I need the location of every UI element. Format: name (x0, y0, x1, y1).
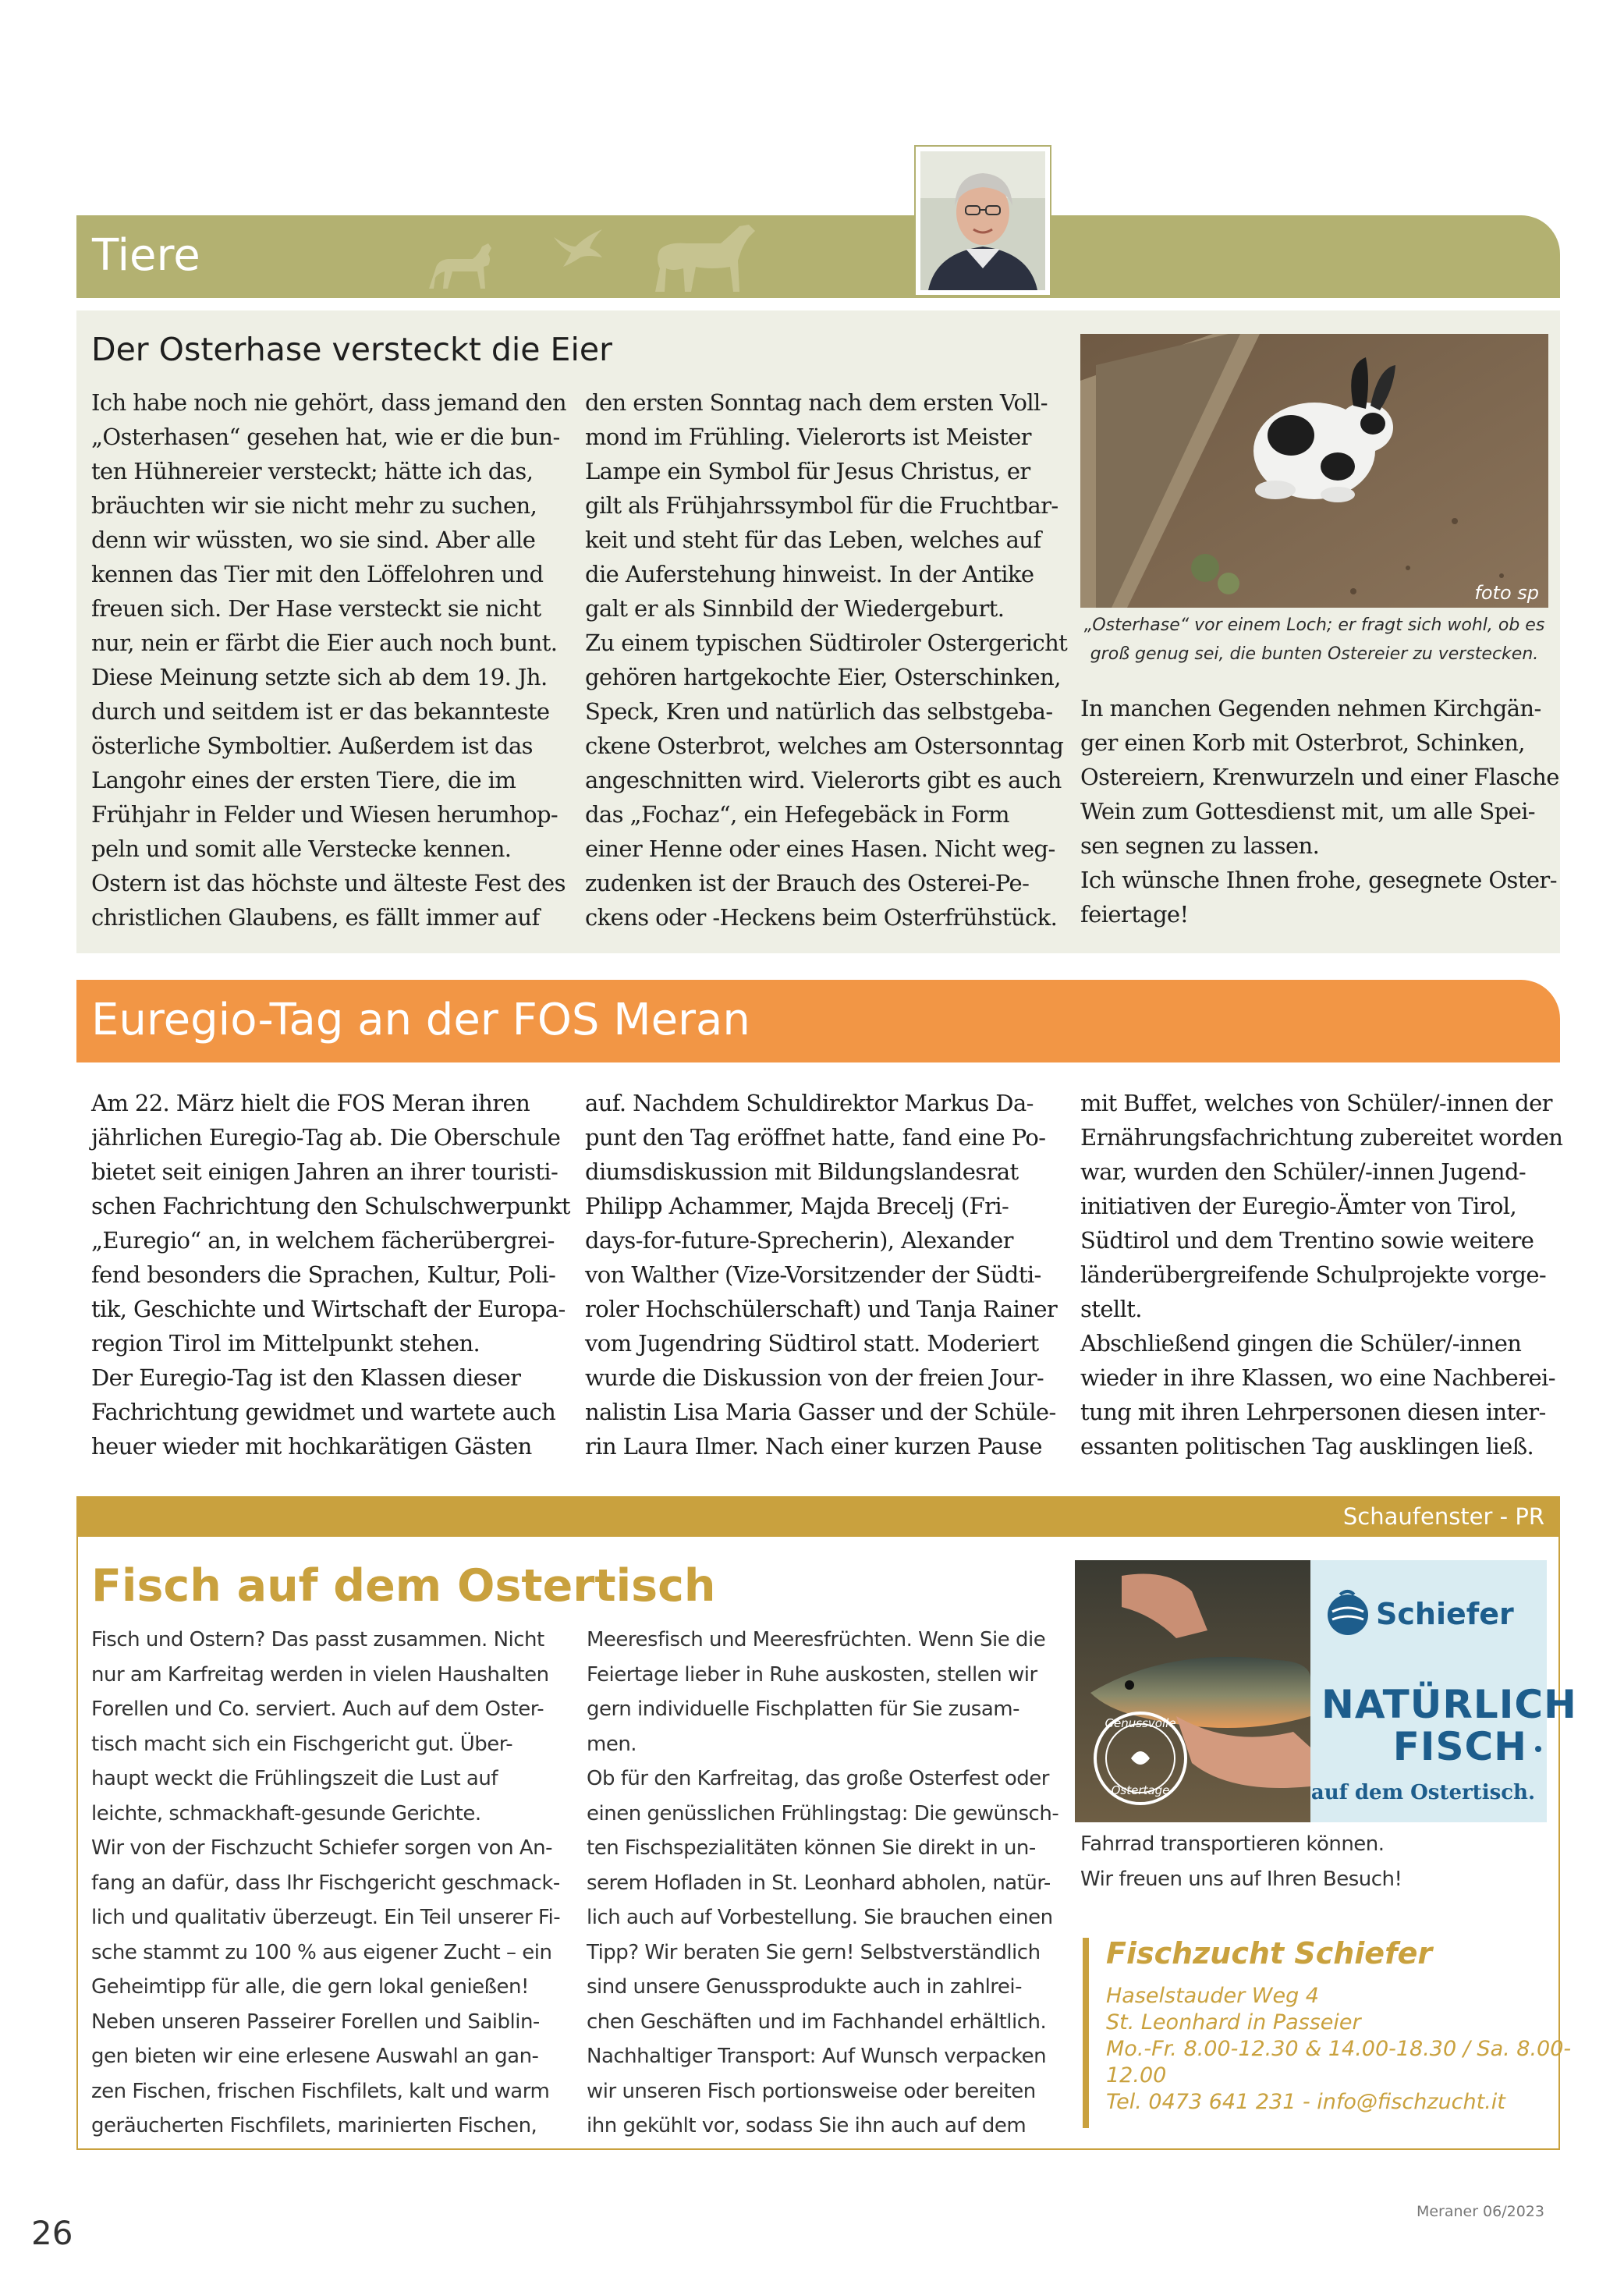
text-line: schen Fachrichtung den Schulschwerpunkt (91, 1193, 570, 1219)
text-line: Ernährungsfachrichtung zubereitet worden (1080, 1124, 1563, 1151)
caption-line: groß genug sei, die bunten Ostereier zu verstecken. (1090, 644, 1539, 664)
text-line: ger einen Korb mit Osterbrot, Schinken, (1080, 729, 1525, 756)
text-line: men. (587, 1732, 637, 1756)
text-line: haupt weckt die Frühlingszeit die Lust auf (91, 1767, 498, 1790)
text-line: Wein zum Gottesdienst mit, um alle Spei- (1080, 798, 1536, 825)
text-line: denn wir wüssten, wo sie sind. Aber alle (91, 527, 536, 553)
section-band-tiere (76, 215, 1560, 298)
text-line: leichte, schmackhaft-gesunde Gerichte. (91, 1801, 481, 1825)
text-line: Abschließend gingen die Schüler/-innen (1080, 1330, 1522, 1357)
tiere-column-2 (585, 385, 1068, 935)
text-line: fang an dafür, dass Ihr Fischgericht geschmack- (91, 1871, 560, 1895)
text-line: diumsdiskussion mit Bildungslandesrat (585, 1158, 1019, 1185)
text-line: das „Fochaz“, ein Hefegebäck in Form (585, 801, 1009, 828)
text-line: Nachhaltiger Transport: Auf Wunsch verpacken (587, 2045, 1047, 2068)
text-line: Tipp? Wir beraten Sie gern! Selbstverständlich (587, 1940, 1041, 1964)
section-title-euregio: Euregio-Tag an der FOS Meran (91, 995, 750, 1045)
text-line: jährlichen Euregio-Tag ab. Die Oberschule (91, 1124, 561, 1151)
text-line: Südtirol und dem Trentino sowie weitere (1080, 1227, 1534, 1254)
text-line: gehören hartgekochte Eier, Osterschinken, (585, 664, 1061, 690)
text-line: gilt als Frühjahrssymbol für die Fruchtbar- (585, 492, 1058, 519)
ad-slogan-1: NATÜRLICH (1321, 1682, 1577, 1727)
text-line: vom Jugendring Südtirol statt. Moderiert (585, 1330, 1039, 1357)
pr-label: Schaufenster - PR (1342, 1503, 1544, 1530)
text-line: nur am Karfreitag werden in vielen Haushalten (91, 1662, 549, 1687)
contact-address: Haselstauder Weg 4 (1106, 1984, 1319, 2008)
text-line: Philipp Achammer, Majda Brecelj (Fri- (585, 1193, 1009, 1219)
contact-name: Fischzucht Schiefer (1106, 1936, 1433, 1971)
photo-caption (1080, 611, 1548, 669)
contact-hours: Mo.-Fr. 8.00-12.30 & 14.00-18.30 / Sa. 8.00- (1106, 2037, 1572, 2061)
text-line: Feiertage lieber in Ruhe auskosten, stellen wir (587, 1662, 1037, 1687)
pr-column-1 (91, 1623, 559, 2144)
text-line: länderübergreifende Schulprojekte vorge- (1080, 1261, 1547, 1288)
text-line: Fisch und Ostern? Das passt zusammen. Nicht (91, 1628, 544, 1651)
text-line: ihn gekühlt vor, sodass Sie ihn auch auf dem (587, 2114, 1027, 2137)
text-line: punt den Tag eröffnet hatte, fand eine Po- (585, 1124, 1046, 1151)
article-heading: Der Osterhase versteckt die Eier (91, 331, 612, 368)
fischzucht-ad (1075, 1560, 1577, 1822)
text-line: „Euregio“ an, in welchem fächerübergrei- (91, 1227, 555, 1254)
text-line: Ostern ist das höchste und älteste Fest des (91, 870, 566, 896)
text-line: heuer wieder mit hochkarätigen Gästen (91, 1433, 532, 1460)
tiere-column-1 (91, 385, 566, 935)
text-line: keit und steht für das Leben, welches auf (585, 527, 1041, 553)
text-line: ten Fischspezialitäten können Sie direkt in un- (587, 1836, 1036, 1860)
text-line: geräucherten Fischfilets, marinierten Fischen, (91, 2114, 537, 2137)
text-line: wurde die Diskussion von der freien Jour- (585, 1364, 1044, 1391)
animal-silhouettes-icon (421, 220, 780, 298)
pr-column-2 (587, 1623, 1059, 2144)
section-title-tiere: Tiere (92, 230, 200, 281)
text-line: mond im Frühling. Vielerorts ist Meister (585, 424, 1031, 450)
text-line: mit Buffet, welches von Schüler/-innen der (1080, 1090, 1552, 1116)
text-line: nur, nein er färbt die Eier auch noch bunt. (91, 630, 558, 656)
ad-badge-top: Genussvolle (1105, 1716, 1176, 1730)
text-line: Speck, Kren und natürlich das selbstgeba- (585, 698, 1053, 725)
text-line: roler Hochschülerschaft) und Tanja Rainer (585, 1296, 1058, 1322)
text-line: wieder in ihre Klassen, wo eine Nachberei- (1080, 1364, 1555, 1391)
contact-hours-continued: 12.00 (1106, 2063, 1167, 2088)
text-line: ckens oder -Heckens beim Osterfrühstück. (585, 904, 1058, 931)
text-line: gern individuelle Fischplatten für Sie zusam- (587, 1697, 1019, 1721)
text-line: „Osterhasen“ gesehen hat, wie er die bun- (91, 424, 560, 450)
text-line: Ob für den Karfreitag, das große Osterfest oder (587, 1767, 1049, 1790)
text-line: Lampe ein Symbol für Jesus Christus, er (585, 458, 1030, 484)
text-line: zudenken ist der Brauch des Osterei-Pe- (585, 870, 1030, 896)
text-line: ten Hühnereier versteckt; hätte ich das, (91, 458, 534, 484)
ad-slogan-2: FISCH (1392, 1724, 1527, 1769)
text-line: lich auch auf Vorbestellung. Sie brauchen einen (587, 1906, 1053, 1929)
text-line: bietet seit einigen Jahren an ihrer touristi- (91, 1158, 558, 1185)
contact-phone-email[interactable]: Tel. 0473 641 231 - info@fischzucht.it (1106, 2090, 1505, 2114)
text-line: Fahrrad transportieren können. (1080, 1832, 1385, 1856)
text-line: Frühjahr in Felder und Wiesen herumhop- (91, 801, 558, 828)
text-line: den ersten Sonntag nach dem ersten Voll- (585, 389, 1048, 416)
text-line: gen bieten wir eine erlesene Auswahl an gan- (91, 2045, 539, 2068)
pr-column-3 (1080, 1827, 1548, 1896)
euregio-column-3 (1080, 1086, 1563, 1463)
text-line: von Walther (Vize-Vorsitzender der Südti- (585, 1261, 1041, 1288)
text-line: auf. Nachdem Schuldirektor Markus Da- (585, 1090, 1034, 1116)
text-line: stellt. (1080, 1296, 1142, 1322)
text-line: feiertage! (1080, 901, 1189, 928)
text-line: bräuchten wir sie nicht mehr zu suchen, (91, 492, 537, 519)
text-line: days-for-future-Sprecherin), Alexander (585, 1227, 1013, 1254)
page-number: 26 (31, 2214, 73, 2252)
pr-title: Fisch auf dem Ostertisch (91, 1560, 716, 1612)
text-line: angeschnitten wird. Vielerorts gibt es auch (585, 767, 1062, 793)
text-line: sind unsere Genussprodukte auch in zahlrei- (587, 1975, 1023, 1999)
text-line: galt er als Sinnbild der Wiedergeburt. (585, 595, 1005, 622)
author-portrait (914, 145, 1051, 296)
text-line: zen Fischen, frischen Fischfilets, kalt und warm (91, 2079, 550, 2103)
text-line: fend besonders die Sprachen, Kultur, Poli- (91, 1261, 556, 1288)
photo-credit: foto sp (1474, 582, 1539, 604)
text-line: tik, Geschichte und Wirtschaft der Europa- (91, 1296, 566, 1322)
text-line: christlichen Glaubens, es fällt immer auf (91, 904, 540, 931)
text-line: Neben unseren Passeirer Forellen und Saiblin- (91, 2010, 540, 2034)
text-line: Geheimtipp für alle, die gern lokal genießen! (91, 1975, 529, 1999)
issue-label: Meraner 06/2023 (1416, 2203, 1544, 2220)
text-line: Zu einem typischen Südtiroler Ostergericht (585, 630, 1068, 656)
contact-accent-bar (1083, 1938, 1089, 2128)
ad-badge-bottom: Ostertage (1111, 1783, 1170, 1797)
text-line: Am 22. März hielt die FOS Meran ihren (91, 1090, 530, 1116)
text-line: lich und qualitativ überzeugt. Ein Teil unserer Fi- (91, 1906, 561, 1929)
caption-line: „Osterhase“ vor einem Loch; er fragt sich wohl, ob es (1083, 615, 1545, 635)
text-line: serem Hofladen in St. Leonhard abholen, natür- (587, 1871, 1051, 1895)
text-line: freuen sich. Der Hase versteckt sie nicht (91, 595, 541, 622)
text-line: kennen das Tier mit den Löffelohren und (91, 561, 544, 587)
text-line: ckene Osterbrot, welches am Ostersonntag (585, 733, 1064, 759)
text-line: chen Geschäften und im Fachhandel erhältlich. (587, 2010, 1047, 2034)
text-line: die Auferstehung hinweist. In der Antike (585, 561, 1034, 587)
text-line: initiativen der Euregio-Ämter von Tirol, (1080, 1193, 1517, 1219)
text-line: Langohr eines der ersten Tiere, die im (91, 767, 516, 793)
text-line: tung mit ihren Lehrpersonen diesen inter- (1080, 1399, 1546, 1425)
text-line: Forellen und Co. serviert. Auch auf dem Oster- (91, 1697, 544, 1721)
euregio-column-1 (91, 1086, 570, 1463)
text-line: einen genüsslichen Frühlingstag: Die gewünsch- (587, 1801, 1059, 1825)
rabbit-photo (1080, 334, 1548, 608)
ad-slogan-3: auf dem Ostertisch. (1310, 1781, 1535, 1804)
text-line: Ich wünsche Ihnen frohe, gesegnete Oster- (1080, 867, 1557, 893)
text-line: Der Euregio-Tag ist den Klassen dieser (91, 1364, 521, 1391)
text-line: tisch macht sich ein Fischgericht gut. Über- (91, 1732, 513, 1756)
text-line: österliche Symboltier. Außerdem ist das (91, 733, 533, 759)
text-line: Ich habe noch nie gehört, dass jemand den (91, 389, 566, 416)
euregio-column-2 (585, 1086, 1058, 1463)
tiere-column-3 (1080, 691, 1559, 931)
text-line: durch und seitdem ist er das bekannteste (91, 698, 550, 725)
text-line: nalistin Lisa Maria Gasser und der Schüle- (585, 1399, 1056, 1425)
text-line: Wir freuen uns auf Ihren Besuch! (1080, 1867, 1402, 1891)
text-line: In manchen Gegenden nehmen Kirchgän- (1080, 695, 1541, 722)
text-line: sche stammt zu 100 % aus eigener Zucht – ein (91, 1940, 552, 1964)
text-line: rin Laura Ilmer. Nach einer kurzen Pause (585, 1433, 1042, 1460)
text-line: Meeresfisch und Meeresfrüchten. Wenn Sie die (587, 1628, 1046, 1651)
text-line: Diese Meinung setzte sich ab dem 19. Jh. (91, 664, 548, 690)
ad-brand: Schiefer (1376, 1597, 1514, 1631)
text-line: sen segnen zu lassen. (1080, 832, 1320, 859)
text-line: war, wurden den Schüler/-innen Jugend- (1080, 1158, 1526, 1185)
text-line: Ostereiern, Krenwurzeln und einer Flasche (1080, 764, 1559, 790)
text-line: peln und somit alle Verstecke kennen. (91, 835, 512, 862)
text-line: region Tirol im Mittelpunkt stehen. (91, 1330, 480, 1357)
text-line: essanten politischen Tag ausklingen ließ. (1080, 1433, 1534, 1460)
text-line: Fachrichtung gewidmet und wartete auch (91, 1399, 556, 1425)
text-line: einer Henne oder eines Hasen. Nicht weg- (585, 835, 1055, 862)
contact-city: St. Leonhard in Passeier (1106, 2010, 1361, 2034)
text-line: wir unseren Fisch portionsweise oder bereiten (587, 2079, 1036, 2103)
text-line: Wir von der Fischzucht Schiefer sorgen von An- (91, 1836, 552, 1860)
